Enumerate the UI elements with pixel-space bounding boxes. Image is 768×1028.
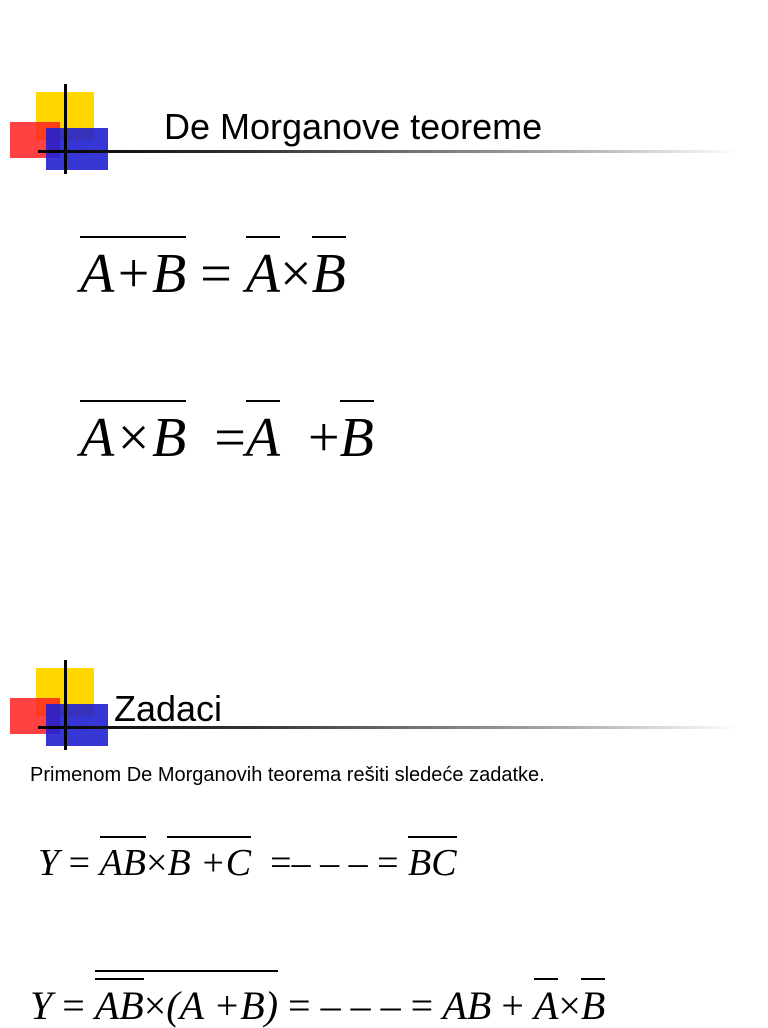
task-2-equation [30,970,605,1026]
slide-zadaci [0,640,768,1028]
slide-logo-icon [0,660,110,750]
de-morgan-law-1 [80,236,346,305]
task2-equals-1: = [62,983,85,1028]
law1-b [311,236,346,305]
task2-dashes: – – – [320,983,401,1028]
task2-a [534,978,558,1026]
task1-answer [408,836,457,882]
task2-equals-2: = [288,983,311,1028]
law2-a-text: A [245,407,281,469]
task2-times-2: × [558,983,581,1028]
title-rule [38,150,738,153]
section-title: Zadaci [114,688,223,729]
task1-answer-text: BC [408,842,457,884]
page-title: De Morganove teoreme [164,106,543,147]
task2-plus: + [501,983,524,1028]
law2-equals: = [214,407,246,469]
law2-lhs-text: A×B [80,407,187,469]
law2-plus: + [308,407,340,469]
task2-equals-3: = [410,983,434,1028]
task1-y: Y [38,842,60,884]
task2-paren: (A +B) [166,983,279,1028]
task2-answer-ab: AB [442,983,492,1028]
law2-b-text: B [339,407,374,469]
task1-bc [167,836,251,882]
task2-outer-bar [95,970,278,1026]
task2-b [581,978,605,1026]
task2-ab [95,978,144,1026]
task1-equals-1: = [68,842,91,884]
law2-b [339,400,374,469]
slide-logo-icon [0,84,110,174]
logo-blue-square [46,128,108,170]
task1-ab-text: AB [99,842,147,884]
law1-lhs-text: A+B [80,243,187,305]
task1-ab [100,836,146,882]
task2-b-text: B [580,983,606,1028]
instruction-text: Primenom De Morganovih teorema rešiti sledeće zadatke. [30,764,545,786]
law2-lhs [80,400,187,469]
law1-a [245,236,281,305]
task-1-equation [38,836,457,882]
task1-equals-3: = [377,842,399,884]
task2-times: × [143,983,167,1028]
law1-a-text: A [245,243,281,305]
task2-y: Y [30,983,53,1028]
law1-times: × [280,243,312,305]
task1-bc-text: B +C [167,842,252,884]
logo-vertical-line [64,84,67,174]
task2-a-text: A [533,983,559,1028]
logo-blue-square [46,704,108,746]
task1-times: × [146,842,168,884]
task1-equals-2: = [270,842,292,884]
task2-ab-text: AB [94,983,144,1028]
logo-vertical-line [64,660,67,750]
law2-a [245,400,281,469]
law1-b-text: B [311,243,346,305]
law1-lhs [80,236,187,305]
task1-dashes: – – – [291,842,368,884]
law1-equals: = [200,243,232,305]
de-morgan-law-2 [80,400,374,469]
